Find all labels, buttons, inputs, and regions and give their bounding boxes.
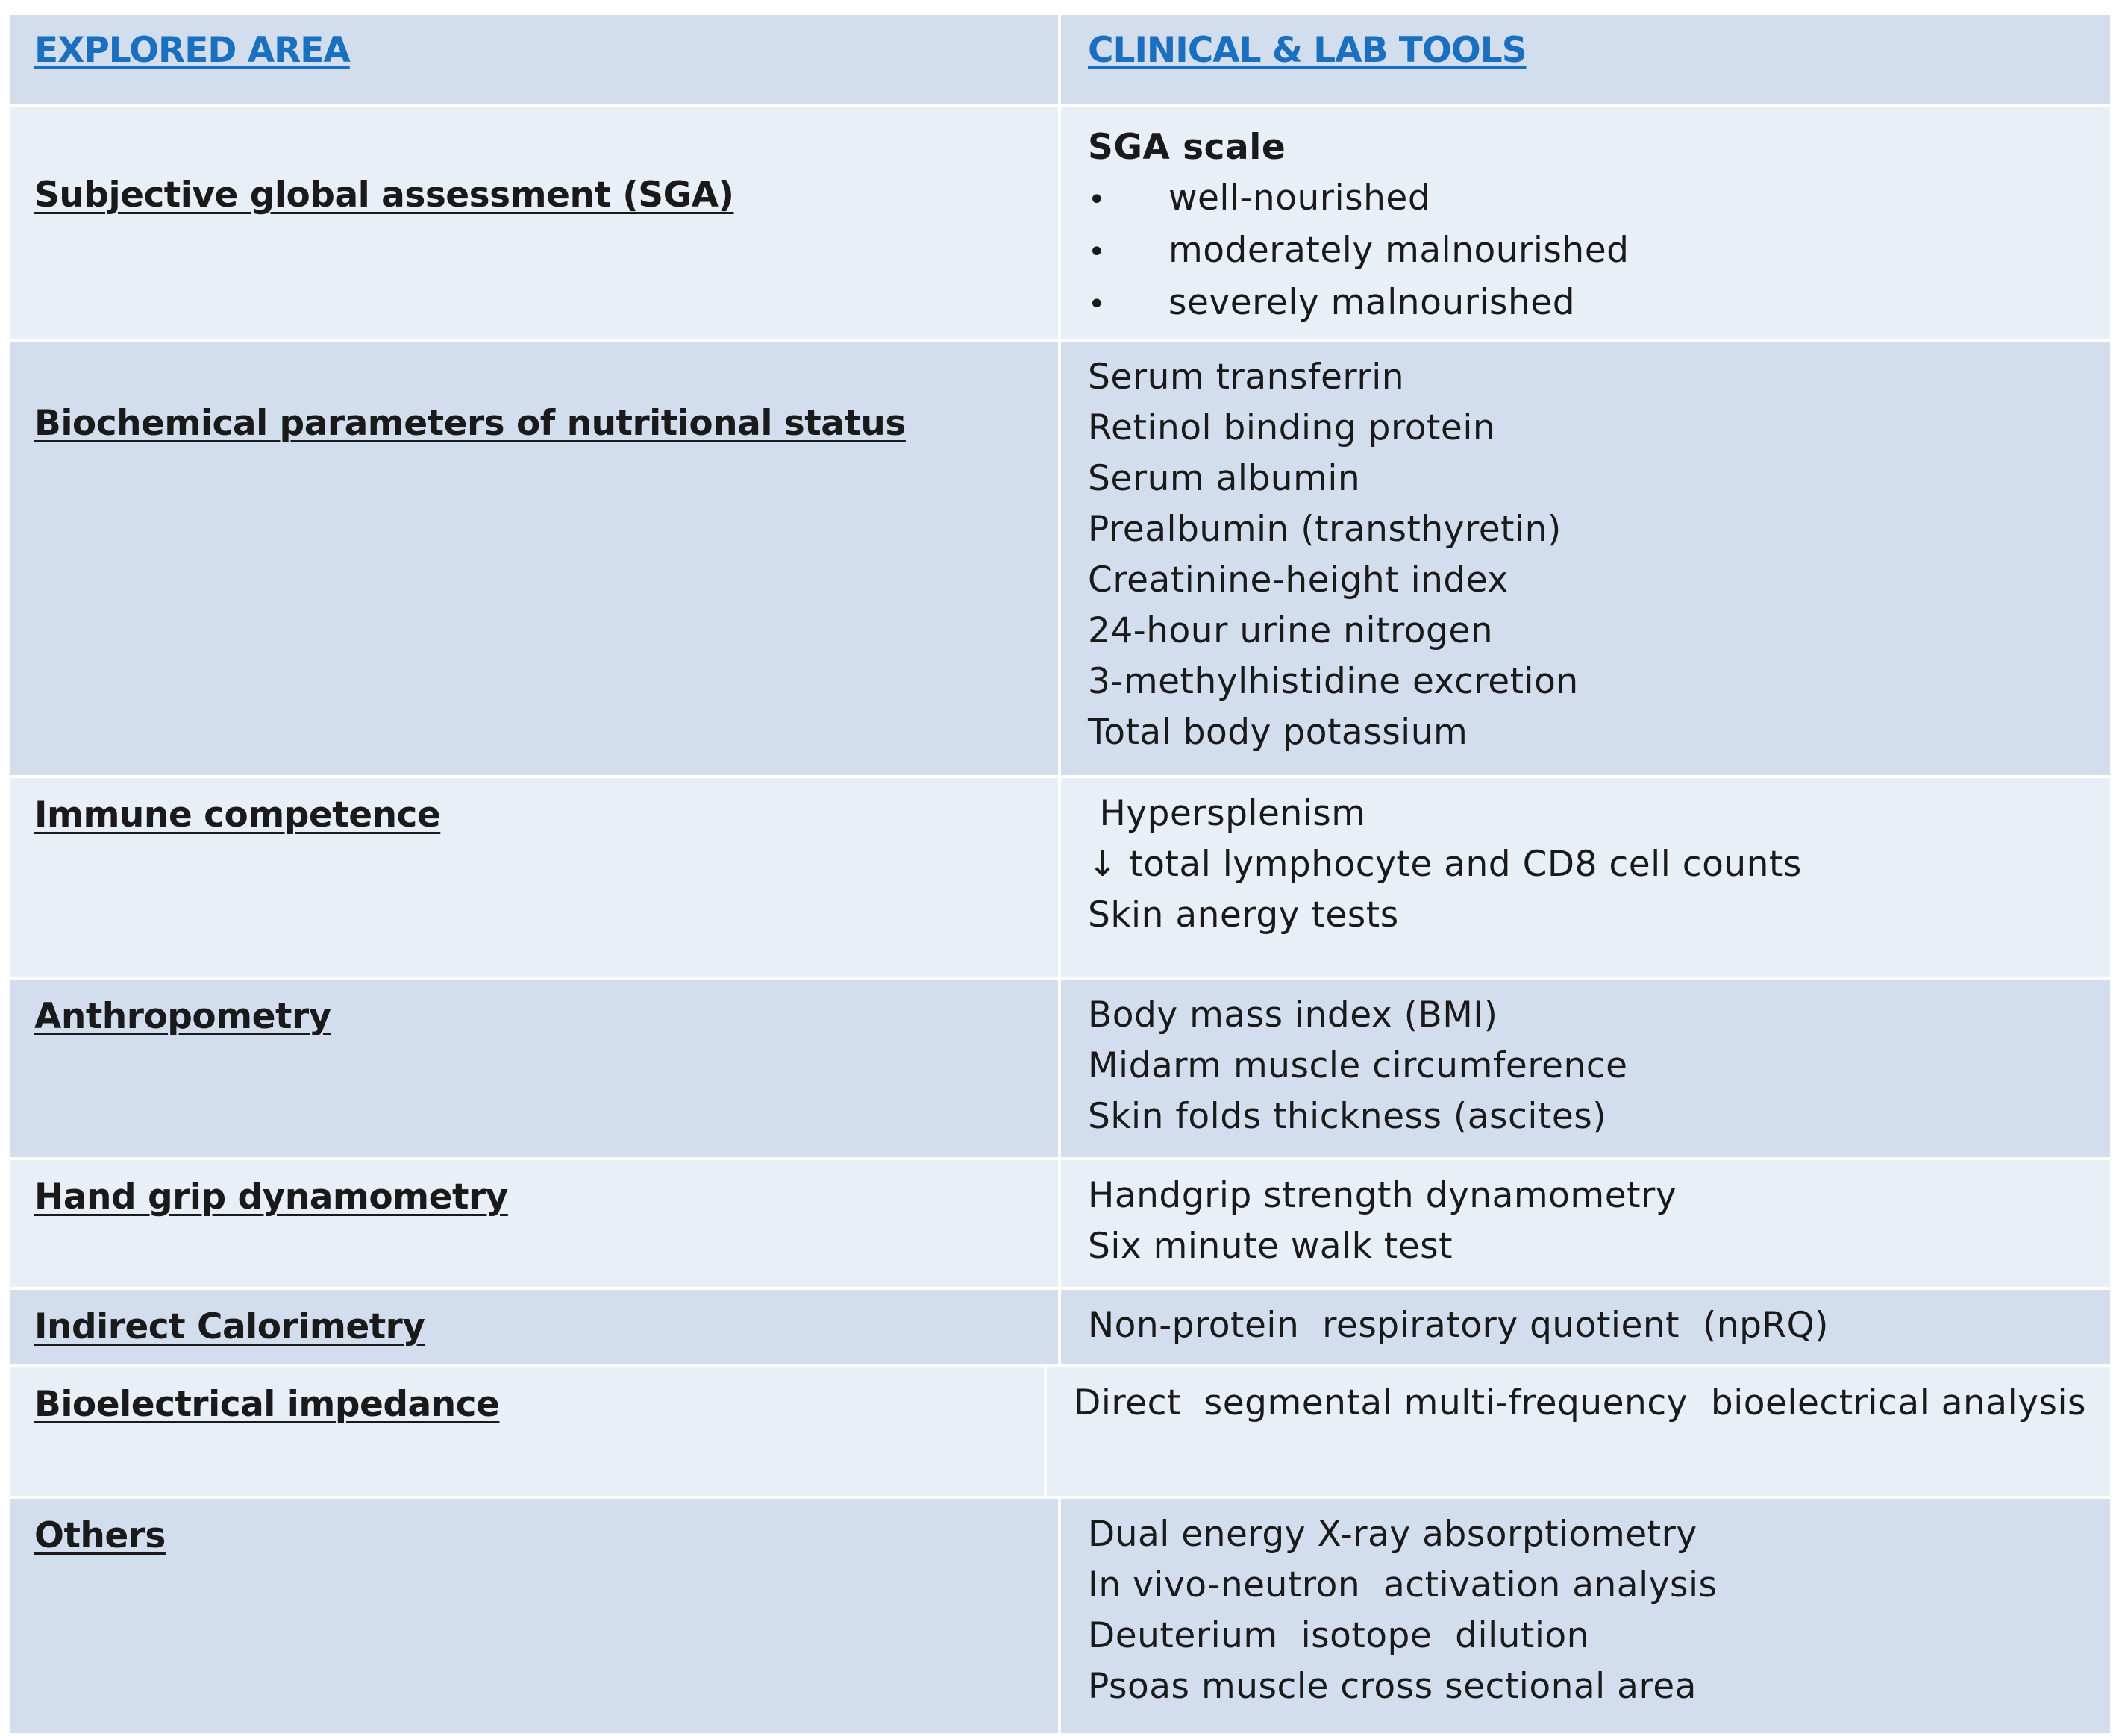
area-label: Biochemical parameters of nutritional status xyxy=(34,403,906,444)
tools-cell xyxy=(1061,1160,2110,1287)
area-label: Anthropometry xyxy=(34,996,331,1037)
table-header-row xyxy=(10,15,2110,107)
bullet-icon: • xyxy=(1088,183,1107,217)
list-item: Skin anergy tests xyxy=(1088,894,1399,936)
tools-cell xyxy=(1061,1499,2110,1733)
area-cell xyxy=(10,1499,1061,1733)
table-row xyxy=(10,1160,2110,1290)
header-cell-tools xyxy=(1061,15,2110,104)
area-cell xyxy=(10,1290,1061,1364)
tools-cell xyxy=(1061,1290,2110,1364)
list-item: Hypersplenism xyxy=(1088,793,1366,834)
table-row xyxy=(10,778,2110,980)
list-item: 24-hour urine nitrogen xyxy=(1088,610,1494,651)
header-cell-area xyxy=(10,15,1061,104)
table-row xyxy=(10,1290,2110,1367)
list-item: Handgrip strength dynamometry xyxy=(1088,1175,1677,1216)
list-item: Midarm muscle circumference xyxy=(1088,1045,1628,1086)
list-item: Total body potassium xyxy=(1088,712,1468,753)
tools-cell xyxy=(1061,980,2110,1157)
list-item: Skin folds thickness (ascites) xyxy=(1088,1096,1607,1137)
table-row xyxy=(10,1367,2110,1499)
list-item: Direct segmental multi-frequency bioelectrical analysis xyxy=(1074,1382,2086,1423)
area-label: Subjective global assessment (SGA) xyxy=(34,175,734,216)
list-item: Deuterium isotope dilution xyxy=(1088,1615,1589,1656)
list-item: Dual energy X-ray absorptiometry xyxy=(1088,1514,1697,1555)
tools-cell xyxy=(1047,1367,2110,1496)
sga-scale-title: SGA scale xyxy=(1088,127,1286,168)
area-cell xyxy=(10,778,1061,977)
list-item xyxy=(1088,225,2086,278)
tools-cell xyxy=(1061,778,2110,977)
table-row xyxy=(10,1499,2110,1736)
list-item: Prealbumin (transthyretin) xyxy=(1088,509,1562,550)
list-item xyxy=(1088,173,2086,225)
area-cell xyxy=(10,1160,1061,1287)
area-label: Hand grip dynamometry xyxy=(34,1176,508,1218)
list-item: Six minute walk test xyxy=(1088,1226,1453,1267)
list-item xyxy=(1088,278,2086,330)
header-clinical-lab-tools: CLINICAL & LAB TOOLS xyxy=(1088,30,1527,71)
list-item: Non-protein respiratory quotient (npRQ) xyxy=(1088,1305,1829,1346)
bullet-text: moderately malnourished xyxy=(1168,230,1630,271)
list-item: ↓ total lymphocyte and CD8 cell counts xyxy=(1088,844,1802,885)
area-label: Others xyxy=(34,1515,166,1556)
bullet-text: severely malnourished xyxy=(1168,282,1576,323)
list-item: In vivo-neutron activation analysis xyxy=(1088,1564,1718,1605)
table-row xyxy=(10,107,2110,342)
list-item: Body mass index (BMI) xyxy=(1088,994,1498,1035)
area-label: Immune competence xyxy=(34,795,441,836)
list-item: Retinol binding protein xyxy=(1088,407,1496,448)
list-item: 3-methylhistidine excretion xyxy=(1088,661,1579,702)
list-item: Serum transferrin xyxy=(1088,357,1405,398)
tools-cell xyxy=(1061,107,2110,339)
bullet-text: well-nourished xyxy=(1168,178,1431,219)
bullet-icon: • xyxy=(1088,287,1107,322)
area-label: Bioelectrical impedance xyxy=(34,1384,500,1425)
area-cell xyxy=(10,1367,1047,1496)
bullet-icon: • xyxy=(1088,235,1107,269)
tools-cell xyxy=(1061,342,2110,775)
list-item: Creatinine-height index xyxy=(1088,560,1509,601)
header-explored-area: EXPLORED AREA xyxy=(34,30,350,71)
area-cell xyxy=(10,342,1061,775)
list-item: Psoas muscle cross sectional area xyxy=(1088,1666,1697,1707)
list-item: Serum albumin xyxy=(1088,458,1361,499)
area-cell xyxy=(10,107,1061,339)
area-label: Indirect Calorimetry xyxy=(34,1306,425,1347)
table-row xyxy=(10,342,2110,778)
area-cell xyxy=(10,980,1061,1157)
table-row xyxy=(10,980,2110,1160)
assessment-table xyxy=(10,15,2110,1736)
